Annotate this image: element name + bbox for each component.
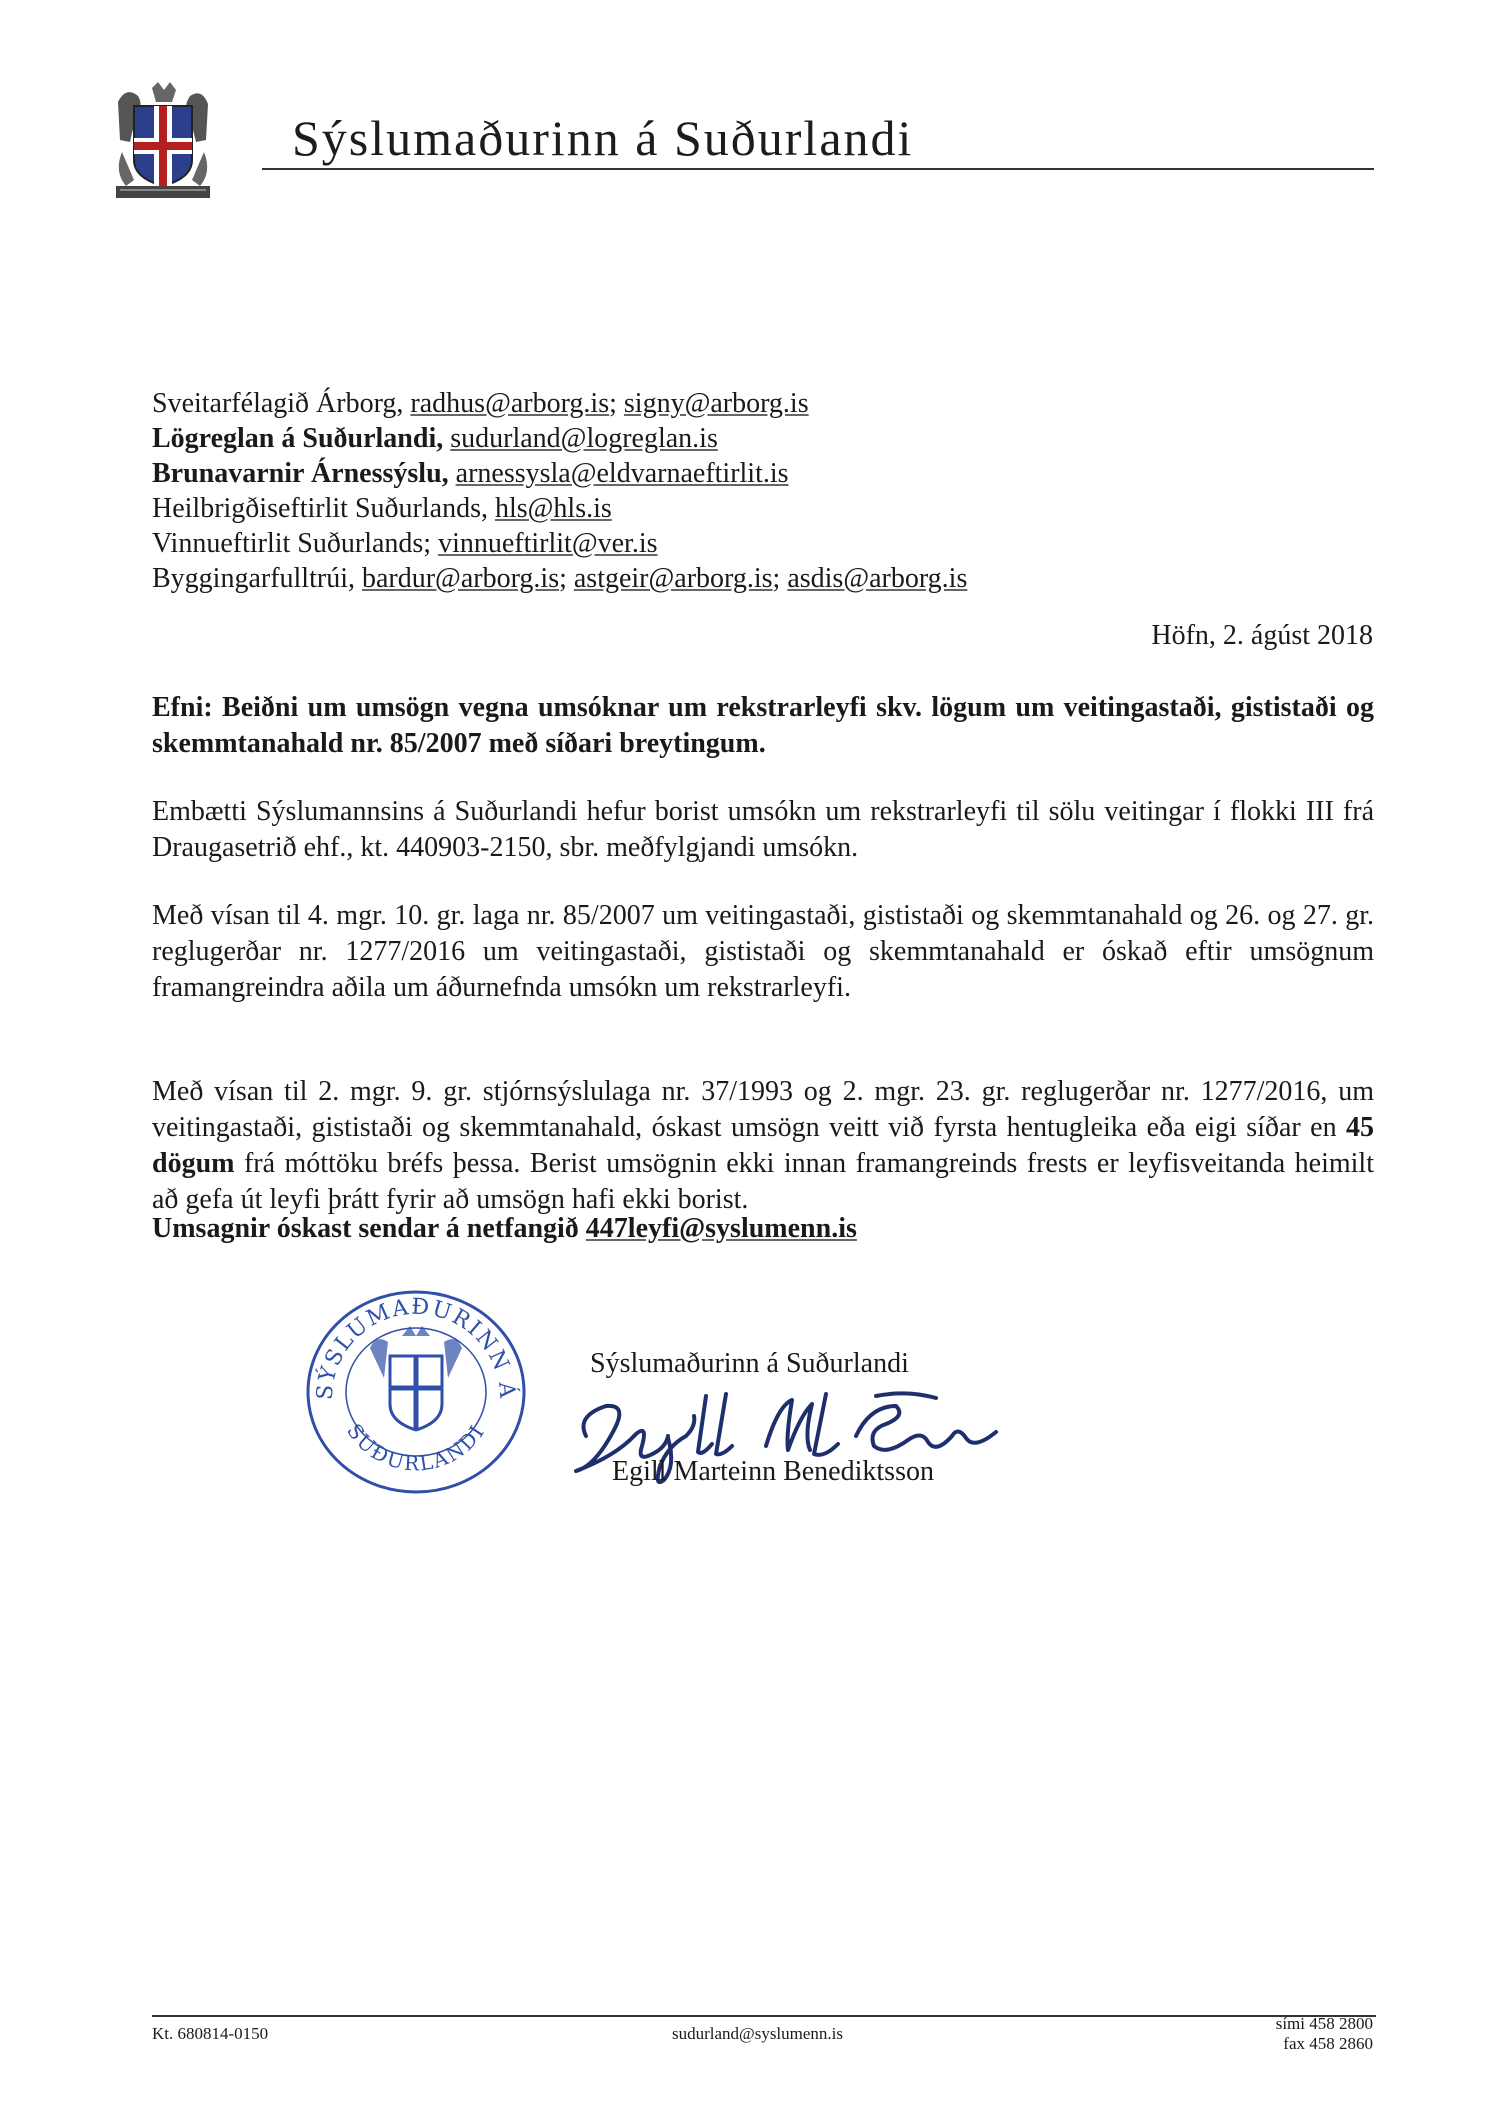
- recipient-name: Vinnueftirlit Suðurlands;: [152, 528, 439, 559]
- recipient-email-link[interactable]: radhus@arborg.is: [410, 388, 610, 419]
- signatory-office: Sýslumaðurinn á Suðurlandi: [590, 1348, 909, 1379]
- email-separator: ;: [609, 388, 624, 419]
- place-and-date: Höfn, 2. ágúst 2018: [1151, 620, 1373, 651]
- paragraph-3-text-start: Með vísan til 2. mgr. 9. gr. stjórnsýslulaga nr. 37/1993 og 2. mgr. 23. gr. reglugerðar nr. 1277/2016, um veitingastaði, gististaði og skemmtanahald, óskast umsögn veitt við fyrsta hentugleika eða eigi síðar en: [152, 1076, 1374, 1143]
- recipient-email-link[interactable]: asdis@arborg.is: [787, 563, 968, 594]
- footer-id-number: Kt. 680814-0150: [152, 2024, 269, 2043]
- paragraph-3-text-end: frá móttöku bréfs þessa. Berist umsögnin ekki innan framangreinds frests er leyfisveitanda heimilt að gefa út leyfi þrátt fyrir að umsögn hafi ekki borist.: [152, 1148, 1374, 1215]
- recipient-email-link[interactable]: sudurland@logreglan.is: [450, 423, 718, 454]
- footer-email: sudurland@syslumenn.is: [672, 2024, 844, 2043]
- recipient-line: [152, 386, 1152, 421]
- stamp-text-top: SÝSLUMAÐURINN Á: [312, 1294, 520, 1401]
- recipient-email-link[interactable]: arnessysla@eldvarnaeftirlit.is: [455, 458, 789, 489]
- deadline-days: 45 dögum: [152, 1112, 1374, 1179]
- recipient-line: [152, 561, 1152, 596]
- official-stamp: [292, 1278, 540, 1500]
- recipient-name: Lögreglan á Suðurlandi,: [152, 423, 451, 454]
- stamp-text-bottom: SUÐURLANDI: [342, 1419, 490, 1476]
- recipient-list: [152, 386, 1152, 596]
- recipient-email-link[interactable]: astgeir@arborg.is: [573, 563, 773, 594]
- body-paragraph-2: Með vísan til 4. mgr. 10. gr. laga nr. 85/2007 um veitingastaði, gististaði og skemmtanahald og 26. og 27. gr. reglugerðar nr. 1277/2016 um veitingastaði, gististaði og skemmtanahald er óskað eftir umsögnum framangreindra aðila um áðurnefnda umsókn um rekstrarleyfi.: [152, 900, 1374, 1003]
- footer-divider: [152, 2015, 1376, 2017]
- recipient-name: Brunavarnir Árnessýslu,: [152, 458, 456, 489]
- footer-fax: fax 458 2860: [1283, 2034, 1373, 2053]
- recipient-name: Heilbrigðiseftirlit Suðurlands,: [152, 493, 495, 524]
- organization-title: Sýslumaðurinn á Suðurlandi: [292, 110, 914, 166]
- recipient-name: Byggingarfulltrúi,: [152, 563, 362, 594]
- recipient-email-link[interactable]: hls@hls.is: [494, 493, 612, 524]
- signatory-name: Egill Marteinn Benediktsson: [612, 1456, 934, 1487]
- recipient-line: [152, 421, 1152, 456]
- subject-line: Efni: Beiðni um umsögn vegna umsóknar um rekstrarleyfi skv. lögum um veitingastaði, gististaði og skemmtanahald nr. 85/2007 með síðari breytingum.: [152, 692, 1374, 759]
- body-paragraph-3: [152, 1074, 1374, 1218]
- footer-phone: sími 458 2800: [1275, 2014, 1373, 2033]
- recipient-name: Sveitarfélagið Árborg,: [152, 388, 411, 419]
- recipient-email-link[interactable]: signy@arborg.is: [623, 388, 809, 419]
- coat-of-arms-logo: [108, 82, 218, 200]
- contact-email-link[interactable]: 447leyfi@syslumenn.is: [585, 1213, 857, 1244]
- contact-label: Umsagnir óskast sendar á netfangið: [152, 1213, 586, 1244]
- recipient-line: [152, 456, 1152, 491]
- recipient-line: [152, 491, 1152, 526]
- recipient-email-link[interactable]: bardur@arborg.is: [361, 563, 560, 594]
- recipient-email-link[interactable]: vinnueftirlit@ver.is: [438, 528, 658, 559]
- email-separator: ;: [772, 563, 788, 594]
- header-divider: [262, 168, 1374, 170]
- body-paragraph-1: Embætti Sýslumannsins á Suðurlandi hefur borist umsókn um rekstrarleyfi til sölu veitingar í flokki III frá Draugasetrið ehf., kt. 440903-2150, sbr. meðfylgjandi umsókn.: [152, 796, 1374, 863]
- email-separator: ;: [559, 563, 574, 594]
- recipient-line: [152, 526, 1152, 561]
- contact-instruction: [152, 1213, 857, 1245]
